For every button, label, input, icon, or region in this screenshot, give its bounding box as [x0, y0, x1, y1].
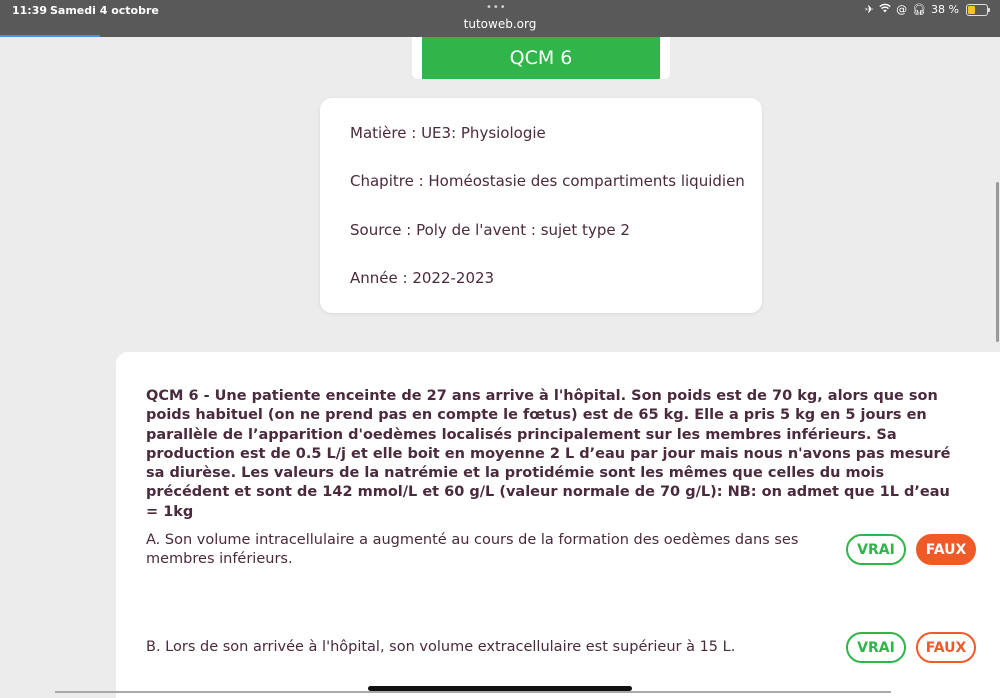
airplane-icon: ✈ — [864, 3, 875, 16]
battery-level — [968, 6, 975, 14]
status-bar — [0, 0, 1000, 37]
headphones-icon: 🎧︎ — [912, 3, 927, 16]
source-label: Source : Poly de l'avent : sujet type 2 — [350, 221, 630, 239]
home-indicator[interactable] — [368, 686, 632, 691]
battery-tip — [988, 8, 990, 12]
vertical-scrollbar[interactable] — [996, 182, 999, 342]
multitasking-dots-icon[interactable]: ••• — [486, 2, 507, 13]
status-date: Samedi 4 octobre — [50, 4, 159, 17]
qcm-header-card — [412, 37, 670, 79]
answer-a-text: A. Son volume intracellulaire a augmenté au cours de la formation des oedèmes dans ses membres inférieurs. — [146, 532, 799, 568]
answer-b-faux-button[interactable]: FAUX — [916, 632, 976, 663]
question-statement: QCM 6 - Une patiente enceinte de 27 ans arrive à l'hôpital. Son poids est de 70 kg, alors que son poids habituel (on ne prend pas en compte le fœtus) est de 65 kg. Elle a pris 5 kg en 5 jours en parallèle de l’apparition d'oedèmes localisés principalement sur les membres inférieurs. Sa production est de 0.5 L/j et elle boit en moyenne 2 L d’eau par jour mais nous n'avons pas mesuré sa diurèse. Les valeurs de la natrémie et la protidémie sont les mêmes que celles du mois précédent et sont de 142 mmol/L et 60 g/L (valeur normale de 70 g/L): NB: on admet que 1L d’eau = 1kg — [146, 388, 951, 520]
page-load-progress — [0, 35, 100, 37]
answer-b-text: B. Lors de son arrivée à l'hôpital, son volume extracellulaire est supérieur à 15 L. — [146, 639, 736, 655]
address-bar-url[interactable]: tutoweb.org — [463, 17, 537, 31]
qcm-info-card — [320, 98, 762, 313]
chapitre-label: Chapitre : Homéostasie des compartiments liquidien — [350, 172, 745, 190]
at-icon: @ — [896, 3, 908, 16]
bottom-divider — [55, 691, 891, 693]
battery-icon — [966, 4, 988, 16]
question-card — [116, 352, 1000, 698]
answer-a-faux-button[interactable]: FAUX — [916, 534, 976, 565]
answer-a-vrai-button[interactable]: VRAI — [846, 534, 906, 565]
wifi-icon — [879, 3, 891, 16]
matiere-label: Matière : UE3: Physiologie — [350, 124, 546, 142]
status-icons — [865, 3, 988, 16]
answer-b-vrai-button[interactable]: VRAI — [846, 632, 906, 663]
status-time: 11:39 — [12, 4, 48, 17]
annee-label: Année : 2022-2023 — [350, 269, 495, 287]
battery-percentage: 38 % — [931, 3, 959, 16]
qcm-title-button[interactable]: QCM 6 — [422, 37, 660, 79]
